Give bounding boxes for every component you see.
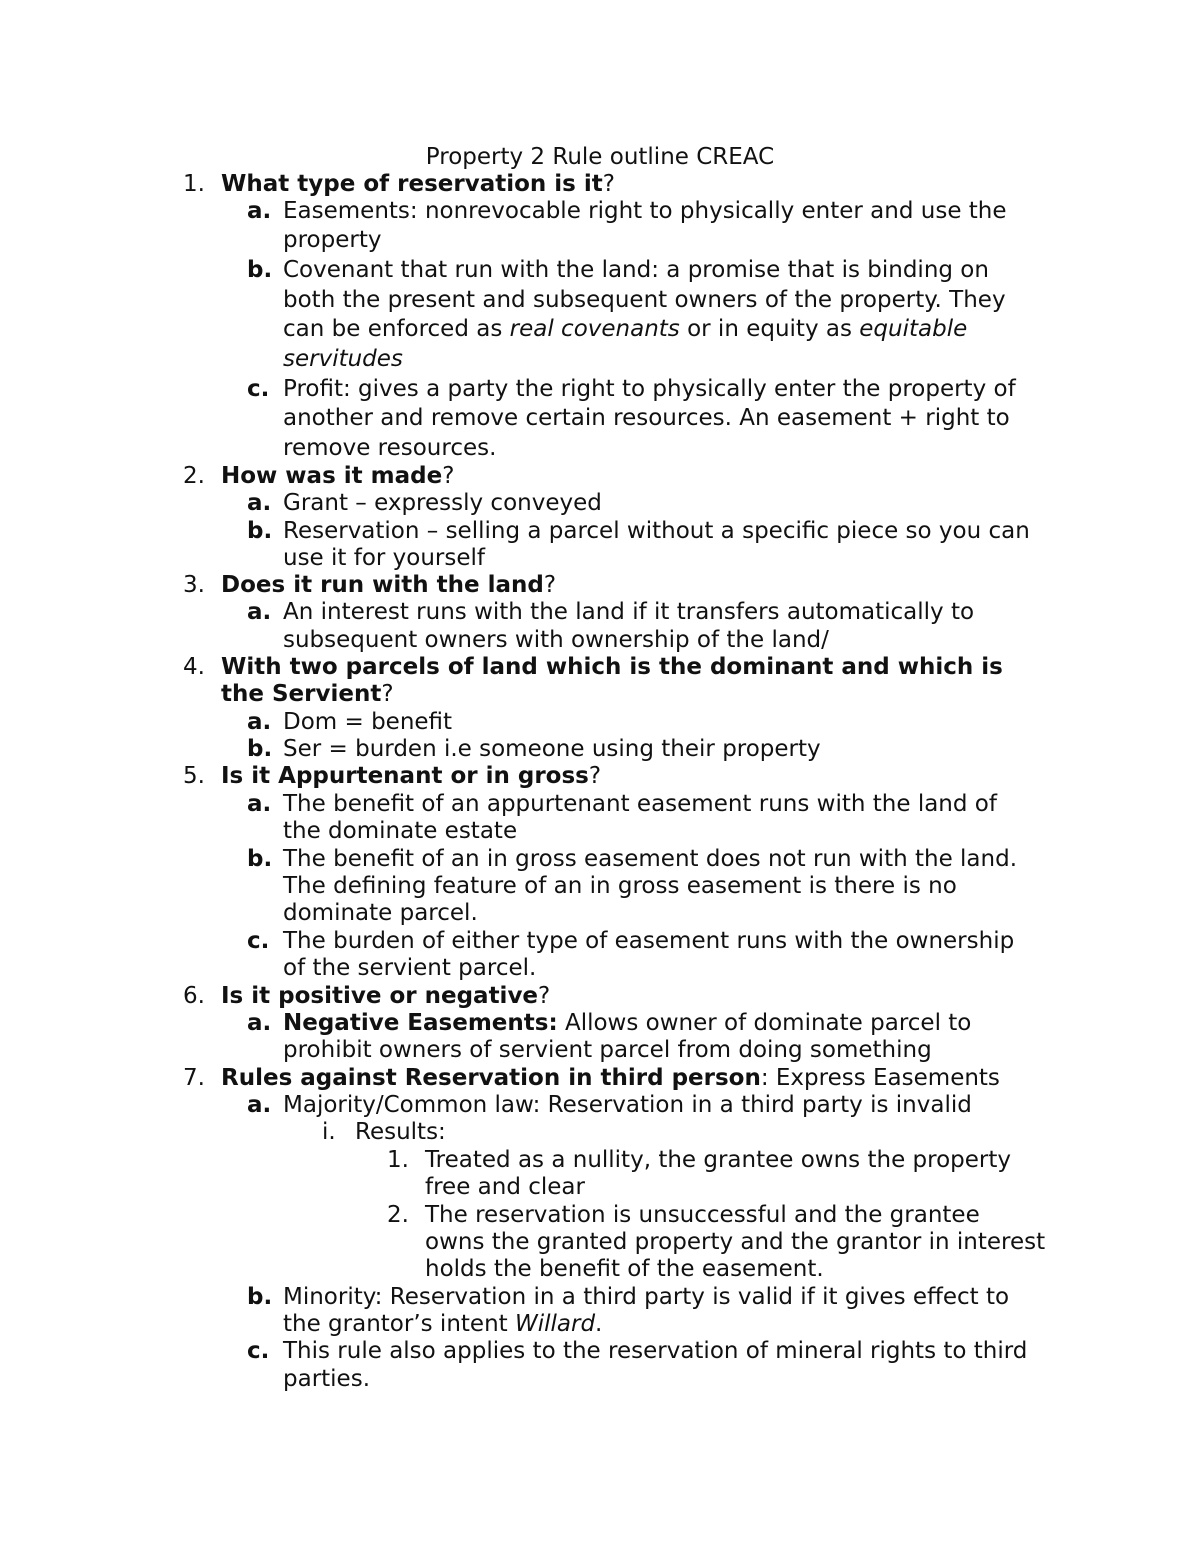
sub-marker: b.: [247, 518, 273, 544]
heading-bold: Does it run with the land: [221, 572, 544, 598]
sub-marker: a.: [247, 1092, 272, 1118]
result-marker: 1.: [387, 1147, 409, 1173]
item-number: 4.: [183, 654, 205, 680]
sub-text: remove resources.: [283, 435, 497, 461]
result-text: free and clear: [425, 1174, 585, 1200]
document-title: Property 2 Rule outline CREAC: [425, 144, 775, 170]
item-number: 5.: [183, 763, 205, 789]
item-heading: [221, 1065, 1000, 1092]
sub-marker: a.: [247, 791, 272, 817]
sub-text: Profit: gives a party the right to physically enter the property of: [283, 376, 1016, 402]
text-run: or in equity as: [679, 316, 860, 342]
item-number: 2.: [183, 463, 205, 489]
item-number: 7.: [183, 1065, 205, 1091]
sub-marker: b.: [247, 257, 273, 283]
sub-marker: c.: [247, 376, 270, 402]
italic-term: servitudes: [283, 346, 403, 372]
sub-text: [283, 1010, 971, 1037]
sub-text: both the present and subsequent owners of the property. They: [283, 287, 1006, 313]
item-heading: [221, 463, 454, 490]
heading-bold: With two parcels of land which is the dominant and which is: [221, 654, 1003, 680]
sub-sub-text: Results:: [355, 1119, 446, 1145]
text-run: the grantor’s intent: [283, 1311, 515, 1337]
sub-text: This rule also applies to the reservation of mineral rights to third: [283, 1338, 1028, 1364]
heading-bold: Is it Appurtenant or in gross: [221, 763, 589, 789]
result-text: The reservation is unsuccessful and the grantee: [425, 1202, 980, 1228]
text-run: .: [595, 1311, 603, 1337]
heading-suffix: ?: [588, 763, 602, 789]
sub-marker: b.: [247, 736, 273, 762]
sub-text: The burden of either type of easement runs with the ownership: [283, 928, 1015, 954]
sub-marker: a.: [247, 709, 272, 735]
sub-text: Dom = benefit: [283, 709, 453, 735]
sub-text: [283, 346, 403, 373]
heading-suffix: : Express Easements: [760, 1065, 1000, 1091]
italic-term: Willard: [514, 1311, 596, 1337]
item-heading: [221, 572, 556, 599]
sub-text: [283, 316, 967, 343]
heading-suffix: ?: [543, 572, 557, 598]
item-heading: [221, 763, 601, 790]
sub-text: Ser = burden i.e someone using their property: [283, 736, 821, 762]
heading-suffix: ?: [442, 463, 455, 489]
item-heading: [221, 171, 615, 198]
sub-marker: a.: [247, 599, 272, 625]
sub-text: the dominate estate: [283, 818, 518, 844]
sub-marker: b.: [247, 846, 273, 872]
sub-text: dominate parcel.: [283, 900, 478, 926]
sub-text: prohibit owners of servient parcel from doing something: [283, 1037, 932, 1063]
sub-text: use it for yourself: [283, 545, 486, 571]
sub-marker: b.: [247, 1284, 273, 1310]
heading-suffix: ?: [602, 171, 615, 197]
sub-text: The benefit of an in gross easement does not run with the land.: [283, 846, 1018, 872]
italic-term: equitable: [859, 316, 968, 342]
text-run: Allows owner of dominate parcel to: [557, 1010, 972, 1036]
result-text: holds the benefit of the easement.: [425, 1256, 824, 1282]
sub-text: property: [283, 227, 382, 253]
heading-suffix: ?: [538, 983, 551, 1009]
sub-text: parties.: [283, 1366, 371, 1392]
sub-text: The benefit of an appurtenant easement runs with the land of: [283, 791, 997, 817]
item-heading: [221, 983, 550, 1010]
result-marker: 2.: [387, 1202, 409, 1228]
text-run: can be enforced as: [283, 316, 510, 342]
heading-bold: Is it positive or negative: [221, 983, 539, 1009]
sub-text: The defining feature of an in gross easement is there is no: [283, 873, 957, 899]
sub-marker: c.: [247, 928, 270, 954]
item-number: 1.: [183, 171, 205, 197]
sub-text: Minority: Reservation in a third party is valid if it gives effect to: [283, 1284, 1010, 1310]
sub-text: Grant – expressly conveyed: [283, 490, 602, 516]
sub-marker: c.: [247, 1338, 270, 1364]
heading-suffix: ?: [381, 681, 394, 707]
result-text: owns the granted property and the grantor in interest: [425, 1229, 1046, 1255]
sub-text: Covenant that run with the land: a promise that is binding on: [283, 257, 989, 283]
sub-text: An interest runs with the land if it transfers automatically to: [283, 599, 975, 625]
sub-text: Easements: nonrevocable right to physically enter and use the: [283, 198, 1007, 224]
item-number: 3.: [183, 572, 205, 598]
sub-marker: a.: [247, 198, 272, 224]
sub-marker: a.: [247, 1010, 272, 1036]
item-heading: [221, 681, 394, 708]
sub-text: Majority/Common law: Reservation in a third party is invalid: [283, 1092, 972, 1118]
item-number: 6.: [183, 983, 205, 1009]
heading-bold: How was it made: [221, 463, 443, 489]
sub-text: another and remove certain resources. An easement + right to: [283, 405, 1010, 431]
sub-marker: a.: [247, 490, 272, 516]
sub-text: [283, 1311, 602, 1338]
sub-text: of the servient parcel.: [283, 955, 537, 981]
italic-term: real covenants: [509, 316, 680, 342]
sub-text: Reservation – selling a parcel without a specific piece so you can: [283, 518, 1030, 544]
heading-bold: What type of reservation is it: [221, 171, 603, 197]
result-text: Treated as a nullity, the grantee owns the property: [425, 1147, 1011, 1173]
bold-lead: Negative Easements:: [283, 1010, 558, 1036]
item-heading: [221, 654, 1003, 681]
roman-marker: i.: [322, 1119, 336, 1145]
heading-bold: the Servient: [221, 681, 382, 707]
sub-text: subsequent owners with ownership of the land/: [283, 627, 829, 653]
heading-bold: Rules against Reservation in third person: [221, 1065, 761, 1091]
